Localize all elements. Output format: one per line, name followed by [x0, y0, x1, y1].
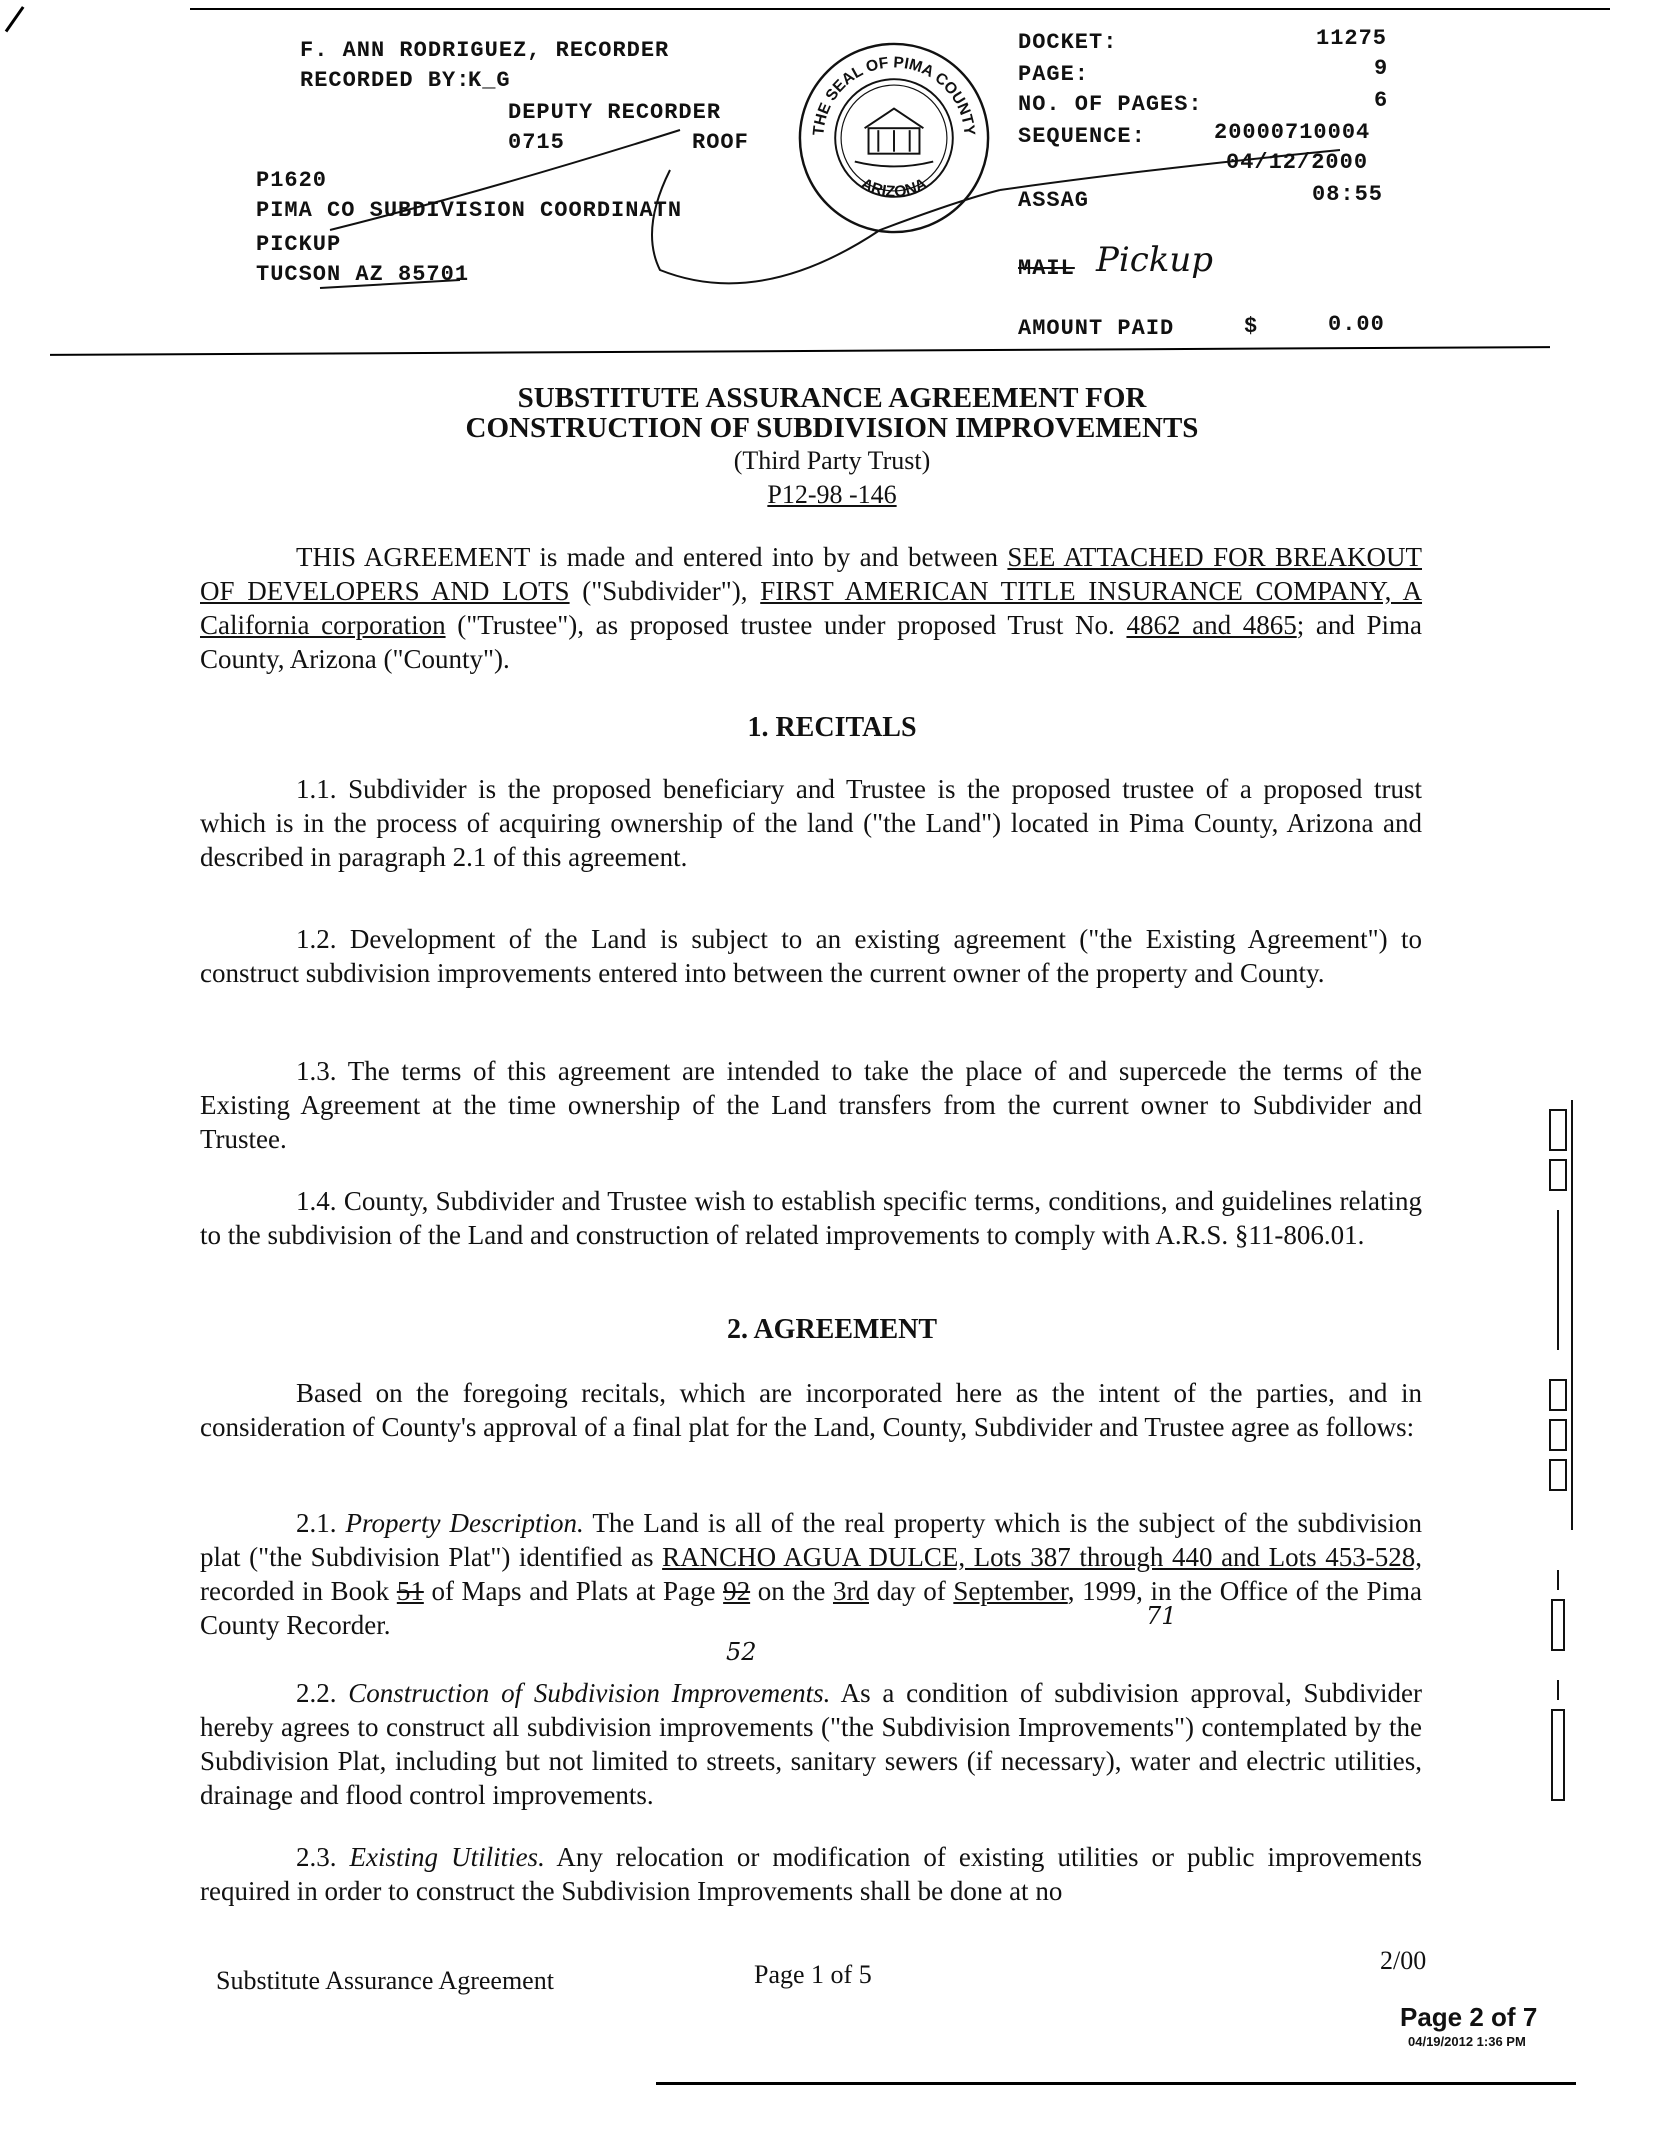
recorded-by-label: RECORDED BY:	[300, 68, 471, 93]
clause-2-1-title: Property Description.	[345, 1508, 584, 1538]
clause-2-2-text: As a condition of subdivision approval, Subdivider hereby agrees to construct all subdivision improvements ("the Subdivision Improvements") contemplated by the Subdivision Plat, including but not limited to streets, sanitary sewers (if necessary), water and electric utilities, drainage and flood control improvements.	[200, 1678, 1423, 1810]
amount-currency: $	[1244, 314, 1259, 339]
docket-label: DOCKET:	[1018, 30, 1118, 55]
margin-scan-marks	[1530, 1090, 1590, 1820]
clause-2-1-text-6: , 1999, in the Office of the Pima County Recorder.	[200, 1576, 1423, 1640]
intro-text-2: ("Subdivider"),	[582, 576, 748, 606]
clause-2-3-text: Any relocation or modification of existing utilities or public improvements required in order to construct the Subdivision Improvements shall be done at no	[200, 1842, 1423, 1906]
clause-2-1-subdivision: RANCHO AGUA DULCE, Lots 387 through 440 and Lots 453-528,	[662, 1542, 1423, 1572]
agreement-lead-text: Based on the foregoing recitals, which are incorporated here as the intent of the parties, and in consideration of County's approval of a final plat for the Land, County, Subdivider and Trustee agree as follows:	[200, 1378, 1422, 1442]
footer-document-name: Substitute Assurance Agreement	[216, 1966, 554, 1995]
footer-revision-date: 2/00	[1380, 1946, 1427, 1975]
title-line-2: CONSTRUCTION OF SUBDIVISION IMPROVEMENTS	[465, 412, 1199, 444]
seal-text-top: THE SEAL OF PIMA COUNTY	[810, 54, 978, 137]
top-border-line	[190, 8, 1610, 10]
clause-2-2	[200, 1676, 1422, 1812]
clause-2-1-text-1: The Land is all of the real property which is the subject of the subdivision plat ("the Subdivision Plat") identified as	[200, 1508, 1423, 1572]
clause-2-3-number: 2.3.	[296, 1842, 337, 1872]
intro-trust-number: 4862 and 4865	[1126, 610, 1297, 640]
recital-1-2-text: 1.2. Development of the Land is subject to an existing agreement ("the Existing Agreement") to construct subdivision improvements entered into between the current owner of the property and County.	[200, 924, 1422, 988]
sequence-value: 20000710004	[1214, 120, 1371, 145]
num-pages-label: NO. OF PAGES:	[1018, 92, 1203, 117]
scan-page-stamp: Page 2 of 7	[1400, 2002, 1538, 2032]
intro-text-1: THIS AGREEMENT is made and entered into by and between	[296, 542, 999, 572]
mail-label: MAIL	[1018, 256, 1075, 281]
handwritten-page-correction: 71	[1146, 1602, 1177, 1630]
page-label: PAGE:	[1018, 62, 1090, 87]
recital-1-4-text: 1.4. County, Subdivider and Trustee wish to establish specific terms, conditions, and guidelines relating to the subdivision of the Land and construction of related improvements to comply with A.R.S. §11-806.01.	[200, 1186, 1422, 1250]
recital-1-1	[200, 772, 1422, 874]
amount-value: 0.00	[1328, 312, 1385, 337]
clause-2-1-text-4: on the	[757, 1576, 826, 1606]
clause-2-1-number: 2.1.	[296, 1508, 337, 1538]
clause-2-1-book: 51	[396, 1576, 424, 1606]
recorded-by-value: K_G	[468, 68, 511, 93]
title-line-1: SUBSTITUTE ASSURANCE AGREEMENT FOR	[517, 382, 1147, 414]
amount-label: AMOUNT PAID	[1018, 316, 1175, 341]
address-line-4: TUCSON AZ 85701	[256, 262, 470, 287]
deputy-recorder-label: DEPUTY RECORDER	[508, 100, 722, 125]
title-line-3: (Third Party Trust)	[733, 446, 931, 475]
clause-2-1-text-3: of Maps and Plats at Page	[431, 1576, 716, 1606]
num-pages-value: 6	[1374, 88, 1389, 113]
docket-value: 11275	[1316, 26, 1388, 51]
clause-2-1-day: 3rd	[832, 1576, 869, 1606]
time-value: 08:55	[1312, 182, 1384, 207]
clause-2-1-text-5: day of	[876, 1576, 946, 1606]
clause-2-2-number: 2.2.	[296, 1678, 337, 1708]
clause-2-3	[200, 1840, 1422, 1908]
page-value: 9	[1374, 56, 1389, 81]
date-value: 04/12/2000	[1226, 150, 1369, 175]
recital-1-3	[200, 1054, 1422, 1156]
recital-1-3-text: 1.3. The terms of this agreement are intended to take the place of and supercede the terms of the Existing Agreement at the time ownership of the Land transfers from the current owner to Subdivider and Trustee.	[200, 1056, 1422, 1154]
corner-scan-mark	[5, 6, 25, 32]
footer-page-number: Page 1 of 5	[754, 1960, 872, 1989]
address-line-1: P1620	[256, 168, 328, 193]
bottom-border-line	[656, 2082, 1576, 2085]
intro-text-4: ; and Pima County, Arizona ("County").	[200, 610, 1423, 674]
clause-2-2-title: Construction of Subdivision Improvements.	[348, 1678, 831, 1708]
address-line-3: PICKUP	[256, 232, 342, 257]
clause-2-1-month: September	[953, 1576, 1068, 1606]
scan-datetime-stamp: 04/19/2012 1:36 PM	[1408, 2034, 1526, 2049]
intro-paragraph	[200, 540, 1422, 676]
sequence-label: SEQUENCE:	[1018, 124, 1146, 149]
clause-2-1-text-2: recorded in Book	[200, 1576, 390, 1606]
recital-1-1-text: 1.1. Subdivider is the proposed beneficiary and Trustee is the proposed trustee of a proposed trust which is in the process of acquiring ownership of the land ("the Land") located in Pima County, Arizona and described in paragraph 2.1 of this agreement.	[200, 774, 1422, 872]
address-line-2: PIMA CO SUBDIVISION COORDINATN	[256, 198, 683, 223]
intro-developers: SEE ATTACHED FOR BREAKOUT OF DEVELOPERS AND LOTS	[200, 542, 1422, 606]
assag-label: ASSAG	[1018, 188, 1090, 213]
mail-handwritten-pickup: Pickup	[1096, 240, 1214, 280]
agreement-lead	[200, 1376, 1422, 1444]
intro-text-3: ("Trustee"), as proposed trustee under proposed Trust No.	[457, 610, 1115, 640]
clause-2-1-page: 92	[723, 1576, 751, 1606]
deputy-suffix: ROOF	[692, 130, 749, 155]
recital-1-2	[200, 922, 1422, 990]
header-separator-line	[50, 346, 1550, 356]
section-1-heading: 1. RECITALS	[747, 712, 917, 743]
recital-1-4	[200, 1184, 1422, 1252]
handwritten-book-correction: 52	[726, 1638, 757, 1666]
clause-2-3-title: Existing Utilities.	[349, 1842, 545, 1872]
recorder-line: F. ANN RODRIGUEZ, RECORDER	[300, 38, 670, 63]
section-2-heading: 2. AGREEMENT	[726, 1314, 938, 1345]
title-file-number: P12-98 -146	[767, 480, 897, 509]
seal-text-bottom: ARIZONA	[858, 175, 930, 201]
deputy-code: 0715	[508, 130, 565, 155]
intro-trustee-name: FIRST AMERICAN TITLE INSURANCE COMPANY, A California corporation	[200, 576, 1423, 640]
clause-2-1	[200, 1506, 1422, 1642]
